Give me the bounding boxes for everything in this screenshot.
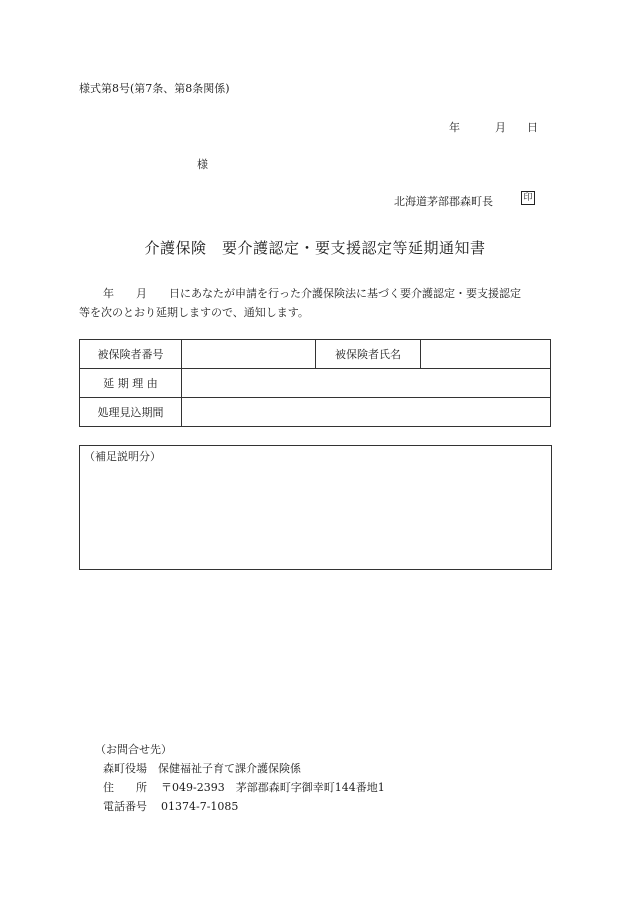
notice-body-line-1: 年 月 日にあなたが申請を行った介護保険法に基づく要介護認定・要支援認定: [103, 287, 521, 300]
insured-number-field[interactable]: [182, 340, 316, 369]
contact-address: [95, 778, 385, 797]
insured-name-field[interactable]: [421, 340, 551, 369]
date-month: 月: [495, 121, 506, 134]
table-row: [80, 340, 551, 369]
reason-field[interactable]: [182, 369, 551, 398]
info-table: [79, 339, 551, 427]
insured-name-label: 被保険者氏名: [316, 340, 421, 369]
supplementary-note-label: （補足説明分）: [84, 450, 161, 463]
expected-period-field[interactable]: [182, 398, 551, 427]
contact-office: 森町役場 保健福祉子育て課介護保険係: [103, 762, 301, 775]
table-row: [80, 369, 551, 398]
reason-label: 延 期 理 由: [80, 369, 182, 398]
table-row: [80, 398, 551, 427]
date-year: 年: [449, 121, 460, 134]
addressee-suffix: 様: [197, 158, 208, 171]
phone-value: 01374-7-1085: [161, 800, 239, 813]
notice-body-line-2: 等を次のとおり延期しますので、通知します。: [79, 306, 309, 319]
address-value: 〒049-2393 茅部郡森町字御幸町144番地1: [161, 781, 385, 794]
contact-phone: [95, 797, 385, 816]
notice-body: [79, 284, 559, 322]
document-title: 介護保険 要介護認定・要支援認定等延期通知書: [144, 239, 486, 257]
contact-info: [95, 740, 385, 816]
phone-label: 電話番号: [103, 800, 147, 813]
expected-period-label: 処理見込期間: [80, 398, 182, 427]
supplementary-note-box[interactable]: [79, 445, 552, 570]
insured-number-label: 被保険者番号: [80, 340, 182, 369]
seal-mark: 印: [521, 191, 535, 205]
issue-date: [449, 119, 538, 135]
date-day: 日: [527, 121, 538, 134]
address-label: 住 所: [103, 781, 147, 794]
contact-heading: （お問合せ先）: [95, 743, 172, 756]
form-number: 様式第8号(第7条、第8条関係): [79, 82, 230, 95]
issuer-name: 北海道茅部郡森町長: [394, 195, 493, 208]
